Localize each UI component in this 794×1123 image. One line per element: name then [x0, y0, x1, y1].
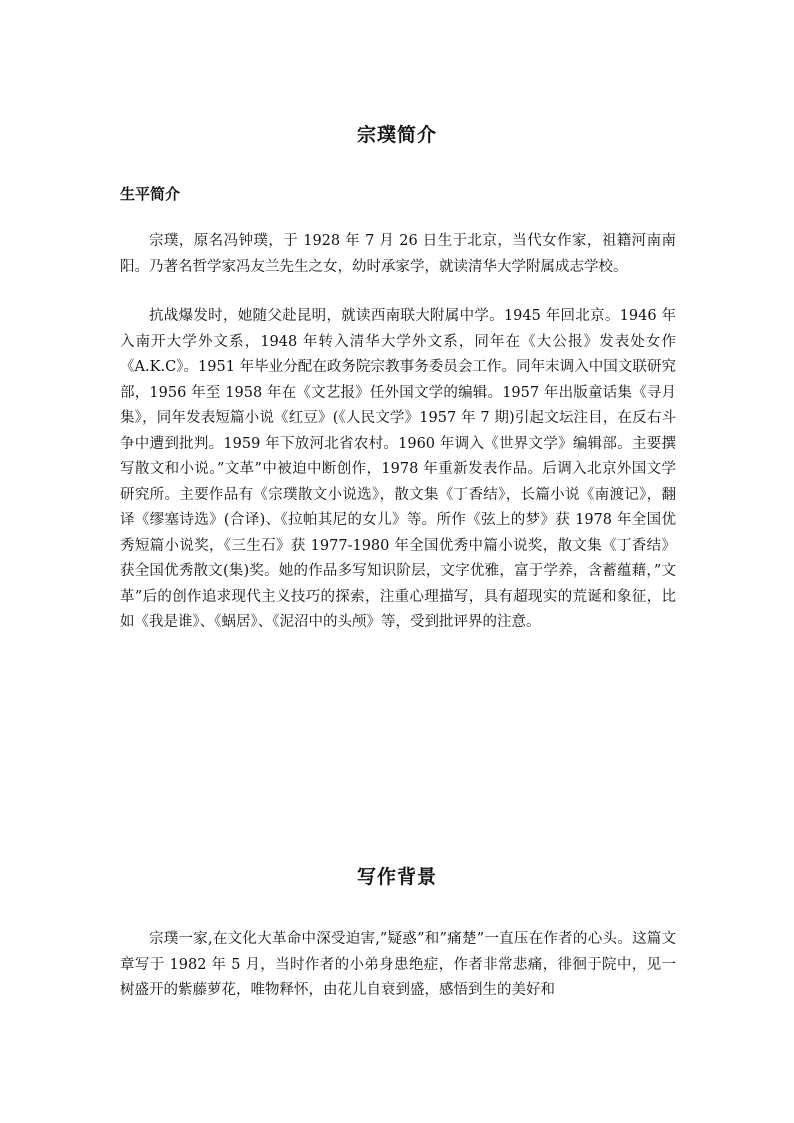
section-heading: 生平简介: [120, 185, 181, 203]
paragraph-background: 宗璞一家,在文化大革命中深受迫害,”疑惑”和”痛楚”一直压在作者的心头。这篇文章写于 1982 年 5 月，当时作者的小弟身患绝症，作者非常悲痛，徘徊于院中，见一树盛开的紫藤萝花，唯物释怀，由花儿自衰到盛，感悟到生的美好和: [120, 931, 676, 998]
paragraph-biography: 抗战爆发时，她随父赴昆明，就读西南联大附属中学。1945 年回北京。1946 年入南开大学外文系，1948 年转入清华大学外文系，同年在《大公报》发表处女作《A.K.C》。1951 年毕业分配在政务院宗教事务委员会工作。同年末调入中国文联研究部，1956 年至 1958 年在《文艺报》任外国文学的编辑。1957 年出版童话集《寻月集》，同年发表短篇小说《红豆》(《人民文学》1957 年 7 期)引起文坛注目，在反右斗争中遭到批判。1959 年下放河北省农村。1960 年调入《世界文学》编辑部。主要撰写散文和小说。”文革”中被迫中断创作，1978 年重新发表作品。后调入北京外国文学研究所。主要作品有《宗璞散文小说选》，散文集《丁香结》，长篇小说《南渡记》，翻译《缪塞诗选》(合译)、《拉帕其尼的女儿》等。所作《弦上的梦》获 1978 年全国优秀短篇小说奖，《三生石》获 1977-1980 年全国优秀中篇小说奖，散文集《丁香结》获全国优秀散文(集)奖。她的作品多写知识阶层，文字优雅，富于学养，含蓄蕴藉，”文革”后的创作追求现代主义技巧的探索，注重心理描写，具有超现实的荒诞和象征，比如《我是谁》、《蜗居》、《泥沼中的头颅》等，受到批评界的注意。: [120, 308, 676, 630]
page-title: 宗璞简介: [356, 124, 437, 146]
paragraph-intro: 宗璞，原名冯钟璞，于 1928 年 7 月 26 日生于北京，当代女作家，祖籍河南南阳。乃著名哲学家冯友兰先生之女，幼时承家学，就读清华大学附属成志学校。: [120, 233, 676, 275]
second-title: 写作背景: [356, 866, 437, 888]
